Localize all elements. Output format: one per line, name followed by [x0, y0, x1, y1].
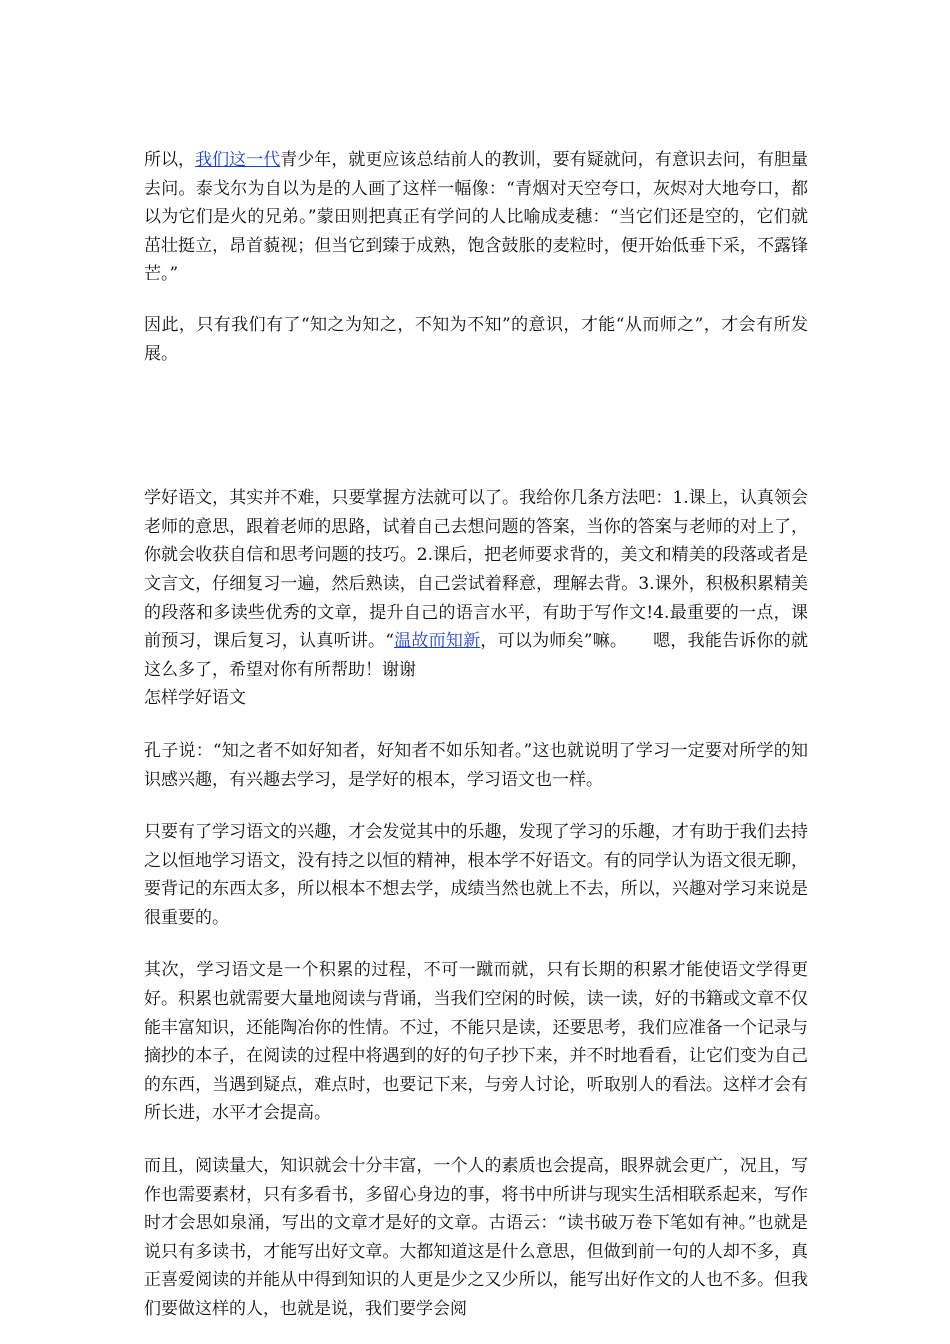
link-our-generation[interactable]: 我们这一代 — [195, 150, 281, 170]
paragraph-spacer — [144, 794, 808, 818]
paragraph-reading: 而且，阅读量大，知识就会十分丰富，一个人的素质也会提高，眼界就会更广，况且，写作也需要素材，只有多看书，多留心身边的事，将书中所讲与现实生活相联系起来，写作时才会思如泉涌，写出的文章才是好的文章。古语云：“读书破万卷下笔如有神。”也就是说只有多读书，才能写出好文章。大都知道这是什么意思，但做到前一句的人却不多，真正喜爱阅读的并能从中得到知识的人更是少之又少所以，能写出好作文的人也不多。但我们要做这样的人，也就是说，我们要学会阅 — [144, 1156, 808, 1319]
paragraph-spacer — [144, 932, 808, 956]
paragraph-spacer — [144, 713, 808, 737]
paragraph-text: 所以， — [144, 150, 196, 170]
paragraph-generation — [144, 146, 808, 289]
paragraph-confucius: 孔子说：“知之者不如好知者，好知者不如乐知者。”这也就说明了学习一定要对所学的知识感兴趣，有兴趣去学习，是学好的根本，学习语文也一样。 — [144, 740, 808, 790]
paragraph-text: ，可以为师矣”嘛。 嗯，我能告诉你的就这么多了，希望对你有所帮助！谢谢 — [144, 631, 808, 680]
paragraph-text: 学好语文，其实并不难，只要掌握方法就可以了。我给你几条方法吧：1.课上，认真领会老师的意思，跟着老师的思路，试着自己去想问题的答案，当你的答案与老师的对上了，你就会收获自信和思考问题的技巧。2.课后，把老师要求背的，美文和精美的段落或者是文言文，仔细复习一遍，然后熟读，自己尝试着释意，理解去背。3.课外，积极积累精美的段落和多读些优秀的文章，提升自己的语言水平，有助于写作文!4.最重要的一点，课前预习，课后复习，认真听讲。“ — [144, 488, 808, 652]
paragraph-interest: 只要有了学习语文的兴趣，才会发觉其中的乐趣，发现了学习的乐趣，才有助于我们去持之以恒地学习语文，没有持之以恒的精神，根本学不好语文。有的同学认为语文很无聊，要背记的东西太多，所以根本不想去学，成绩当然也就上不去，所以，兴趣对学习来说是很重要的。 — [144, 822, 808, 928]
paragraph-accumulation: 其次，学习语文是一个积累的过程，不可一蹴而就，只有长期的积累才能使语文学得更好。积累也就需要大量地阅读与背诵，当我们空闲的时候，读一读，好的书籍或文章不仅能丰富知识，还能陶冶你的性情。不过，不能只是读，还要思考，我们应准备一个记录与摘抄的本子，在阅读的过程中将遇到的好的句子抄下来，并不时地看看，让它们变为自己的东西，当遇到疑点，难点时，也要记下来，与旁人讨论，听取别人的看法。这样才会有所长进，水平才会提高。 — [144, 960, 808, 1124]
paragraph-conclusion: 因此，只有我们有了“知之为知之，不知为不知”的意识，才能“从而师之”，才会有所发展。 — [144, 314, 808, 364]
paragraph-study-methods — [144, 484, 808, 713]
paragraph-spacer — [144, 1128, 808, 1152]
section-heading: 怎样学好语文 — [144, 688, 246, 709]
section-spacer — [144, 368, 808, 484]
link-review-old-knowledge[interactable]: 温故而知新 — [393, 631, 481, 652]
document-page — [144, 146, 808, 1324]
paragraph-spacer — [144, 289, 808, 311]
paragraph-text: 青少年，就更应该总结前人的教训，要有疑就问，有意识去问，有胆量去问。泰戈尔为自以为是的人画了这样一幅像：“青烟对天空夸口，灰烬对大地夸口，都以为它们是火的兄弟。”蒙田则把真正有学问的人比喻成麦穗：“当它们还是空的，它们就茁壮挺立，昂首藐视；但当它到臻于成熟，饱含鼓胀的麦粒时，便开始低垂下采，不露锋芒。” — [144, 150, 809, 285]
